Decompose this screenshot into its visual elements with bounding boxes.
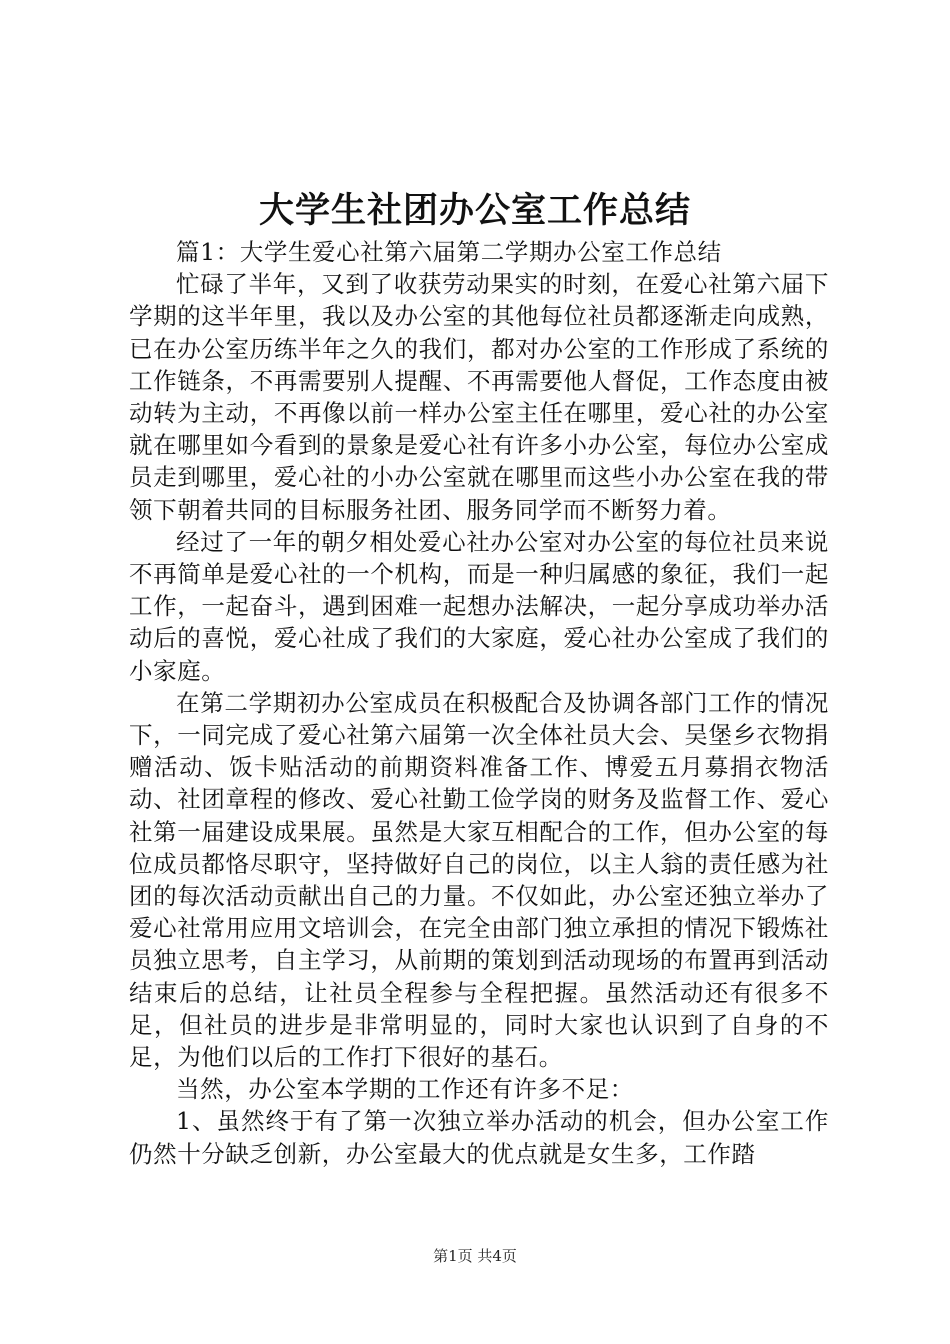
paragraph: 在第二学期初办公室成员在积极配合及协调各部门工作的情况下，一同完成了爱心社第六届第一次全体社员大会、吴堡乡衣物捐赠活动、饭卡贴活动的前期资料准备工作、博爱五月募捐衣物活动、社团章程的修改、爱心社勤工俭学岗的财务及监督工作、爱心社第一届建设成果展。虽然是大家互相配合的工作，但办公室的每位成员都恪尽职守，坚持做好自己的岗位，以主人翁的责任感为社团的每次活动贡献出自己的力量。不仅如此，办公室还独立举办了爱心社常用应用文培训会，在完全由部门独立承担的情况下锻炼社员独立思考，自主学习，从前期的策划到活动现场的布置再到活动结束后的总结，让社员全程参与全程把握。虽然活动还有很多不足，但社员的进步是非常明显的，同时大家也认识到了自身的不足，为他们以后的工作打下很好的基石。 bbox=[129, 688, 829, 1072]
paragraph: 1、虽然终于有了第一次独立举办活动的机会，但办公室工作仍然十分缺乏创新，办公室最大的优点就是女生多，工作踏 bbox=[129, 1107, 829, 1168]
paragraph: 经过了一年的朝夕相处爱心社办公室对办公室的每位社员来说不再简单是爱心社的一个机构，而是一种归属感的象征，我们一起工作，一起奋斗，遇到困难一起想办法解决，一起分享成功举办活动后的喜悦，爱心社成了我们的大家庭，爱心社办公室成了我们的小家庭。 bbox=[129, 527, 829, 685]
page-indicator: 第1页 共4页 bbox=[433, 1247, 517, 1265]
paragraph: 当然，办公室本学期的工作还有许多不足： bbox=[176, 1075, 634, 1104]
document-title: 大学生社团办公室工作总结 bbox=[258, 191, 691, 231]
document-body bbox=[129, 236, 829, 1170]
paragraph: 忙碌了半年，又到了收获劳动果实的时刻，在爱心社第六届下学期的这半年里，我以及办公室的其他每位社员都逐渐走向成熟，已在办公室历练半年之久的我们，都对办公室的工作形成了系统的工作链条，不再需要别人提醒、不再需要他人督促，工作态度由被动转为主动，不再像以前一样办公室主任在哪里，爱心社的办公室就在哪里如今看到的景象是爱心社有许多小办公室，每位办公室成员走到哪里，爱心社的小办公室就在哪里而这些小办公室在我的带领下朝着共同的目标服务社团、服务同学而不断努力着。 bbox=[129, 270, 829, 524]
section-heading: 篇1：大学生爱心社第六届第二学期办公室工作总结 bbox=[176, 238, 722, 266]
page-footer bbox=[0, 1246, 950, 1266]
